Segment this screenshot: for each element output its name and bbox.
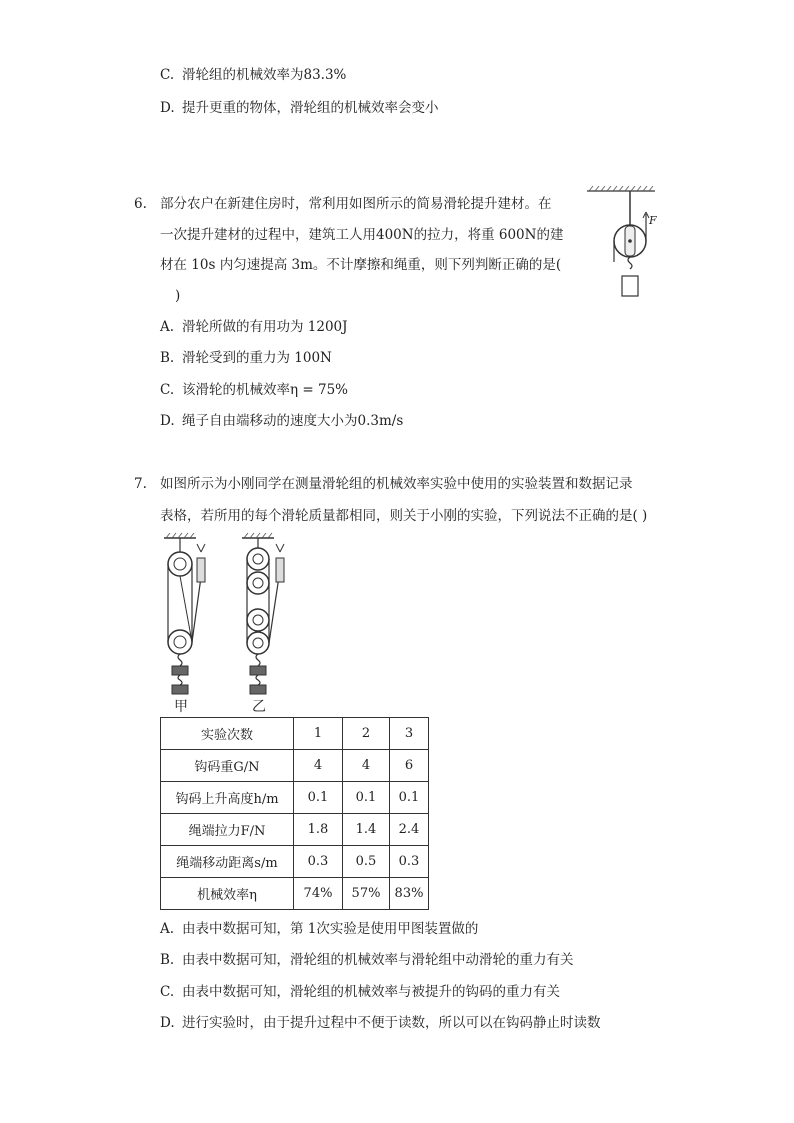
table-cell: 4 [343,750,390,782]
table-cell: 绳端拉力F/N [161,814,294,846]
option-text: 该滑轮的机械效率η = 75% [182,382,348,398]
q7-option-c [160,983,560,1001]
q6-stem-line-4: ) [175,288,181,304]
table-cell: 1 [294,718,343,750]
table-cell: 57% [343,878,390,910]
q6-option-a [160,318,348,336]
option-text: 滑轮受到的重力为 100N [182,350,332,366]
table-cell: 实验次数 [161,718,294,750]
table-cell: 机械效率η [161,878,294,910]
table-cell: 绳端移动距离s/m [161,846,294,878]
q7-option-d [160,1014,601,1032]
option-text: 由表中数据可知，第 1次实验是使用甲图装置做的 [182,921,479,937]
table-row [161,814,429,846]
figure-label-jia: 甲 [174,699,188,715]
option-letter: D. [160,1015,175,1031]
table-row [161,878,429,910]
table-header-row [161,718,429,750]
table-cell: 2 [343,718,390,750]
table-cell: 83% [390,878,429,910]
option-text: 滑轮所做的有用功为 1200J [182,319,348,335]
q6-stem-line-3: 材在 10s 内匀速提高 3m。不计摩擦和绳重，则下列判断正确的是( [160,257,562,273]
option-letter: A. [160,319,175,335]
table-cell: 钩码上升高度h/m [161,782,294,814]
option-letter: B. [160,350,175,366]
q7-pulley-systems-figure [150,530,300,715]
q6-option-c [160,381,348,399]
table-cell: 3 [390,718,429,750]
table-cell: 2.4 [390,814,429,846]
figure-label-yi: 乙 [252,699,266,715]
option-letter: C. [160,984,175,1000]
table-cell: 1.8 [294,814,343,846]
q6-pulley-figure [585,186,657,301]
option-text: 滑轮组的机械效率为83.3% [182,67,347,83]
table-row [161,750,429,782]
q6-stem-line-2: 一次提升建材的过程中，建筑工人用400N的拉力，将重 600N的建 [160,227,564,243]
option-letter: C. [160,67,175,83]
option-text: 提升更重的物体，滑轮组的机械效率会变小 [182,100,439,116]
table-cell: 0.1 [390,782,429,814]
q6-number: 6. [134,196,147,212]
option-text: 进行实验时，由于提升过程中不便于读数，所以可以在钩码静止时读数 [182,1015,601,1031]
q7-data-table [160,717,429,910]
option-letter: B. [160,952,175,968]
q6-stem-line-1: 部分农户在新建住房时，常利用如图所示的简易滑轮提升建材。在 [160,196,552,212]
q7-number: 7. [134,476,147,492]
table-cell: 0.3 [294,846,343,878]
table-cell: 1.4 [343,814,390,846]
option-letter: D. [160,100,175,116]
q7-stem-line-2: 表格，若所用的每个滑轮质量都相同，则关于小刚的实验，下列说法不正确的是( ) [160,508,648,524]
table-row [161,846,429,878]
q5-option-d [160,99,439,117]
table-cell: 4 [294,750,343,782]
option-letter: C. [160,382,175,398]
q6-option-d [160,412,403,430]
table-cell: 74% [294,878,343,910]
q7-option-a [160,920,478,938]
table-cell: 0.5 [343,846,390,878]
q7-option-b [160,951,574,969]
option-letter: A. [160,921,175,937]
option-text: 绳子自由端移动的速度大小为0.3m/s [182,413,404,429]
q7-stem-line-1: 如图所示为小刚同学在测量滑轮组的机械效率实验中使用的实验装置和数据记录 [160,476,633,492]
option-text: 由表中数据可知，滑轮组的机械效率与被提升的钩码的重力有关 [182,984,560,1000]
q6-option-b [160,349,332,367]
option-text: 由表中数据可知，滑轮组的机械效率与滑轮组中动滑轮的重力有关 [182,952,574,968]
force-label: F [649,214,657,227]
table-cell: 0.1 [343,782,390,814]
q5-option-c [160,66,346,84]
table-cell: 6 [390,750,429,782]
table-cell: 0.3 [390,846,429,878]
table-cell: 钩码重G/N [161,750,294,782]
table-row [161,782,429,814]
option-letter: D. [160,413,175,429]
table-cell: 0.1 [294,782,343,814]
